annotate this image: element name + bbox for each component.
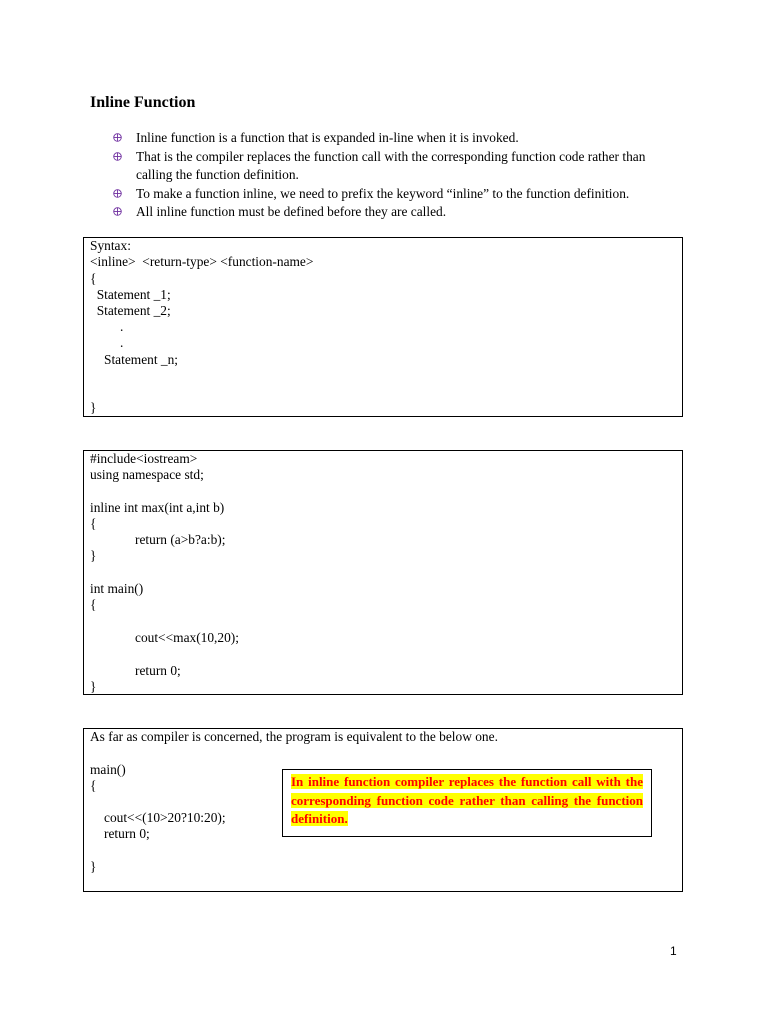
- highlight-note-box: [282, 769, 652, 837]
- code-line: inline int max(int a,int b): [90, 500, 225, 515]
- bullet-item: [110, 203, 680, 222]
- page-number: 1: [670, 944, 677, 958]
- code-line: return (a>b?a:b);: [135, 532, 226, 547]
- equivalent-program-box: [83, 728, 683, 892]
- circle-cross-icon: [113, 152, 122, 161]
- bullet-item: [110, 185, 680, 204]
- syntax-line: }: [90, 400, 97, 415]
- equiv-line: As far as compiler is concerned, the program is equivalent to the below one.: [90, 729, 498, 744]
- page-title: Inline Function: [90, 94, 196, 111]
- syntax-box: [83, 237, 683, 417]
- bullet-text: To make a function inline, we need to prefix the keyword “inline” to the function definition.: [136, 185, 630, 201]
- code-example-box: [83, 450, 683, 695]
- circle-cross-icon: [113, 189, 122, 198]
- bullet-item: [110, 129, 680, 148]
- bullet-text: All inline function must be defined before they are called.: [136, 204, 447, 219]
- code-line: }: [90, 679, 97, 694]
- code-line: cout<<max(10,20);: [135, 630, 239, 645]
- code-line: int main(): [90, 581, 144, 596]
- bullet-list: [110, 129, 680, 222]
- bullet-text: Inline function is a function that is expanded in-line when it is invoked.: [136, 130, 519, 145]
- syntax-line: Syntax:: [90, 238, 131, 253]
- equiv-line: }: [90, 859, 97, 874]
- equiv-line: cout<<(10>20?10:20);: [104, 810, 226, 825]
- equiv-line: return 0;: [104, 826, 150, 841]
- code-line: using namespace std;: [90, 467, 204, 482]
- syntax-line: Statement _n;: [104, 352, 179, 367]
- bullet-item: [110, 148, 680, 185]
- syntax-line: Statement _2;: [90, 303, 171, 318]
- code-line: }: [90, 548, 97, 563]
- syntax-line: Statement _1;: [90, 287, 171, 302]
- highlight-note-text: In inline function compiler replaces the function call with the corresponding function code rather than calling the function definition.: [291, 774, 643, 826]
- circle-cross-icon: [113, 207, 122, 216]
- code-line: return 0;: [135, 663, 181, 678]
- bullet-text: That is the compiler replaces the function call with the corresponding function code rather than calling the function definition.: [136, 148, 646, 182]
- equiv-line: {: [90, 778, 97, 793]
- syntax-line: .: [120, 319, 124, 334]
- syntax-line: {: [90, 271, 97, 286]
- code-line: {: [90, 516, 97, 531]
- code-line: {: [90, 597, 97, 612]
- syntax-line: <inline> <return-type> <function-name>: [90, 254, 314, 269]
- circle-cross-icon: [113, 133, 122, 142]
- syntax-line: .: [120, 335, 124, 350]
- code-line: #include<iostream>: [90, 451, 198, 466]
- equiv-line: main(): [90, 762, 126, 777]
